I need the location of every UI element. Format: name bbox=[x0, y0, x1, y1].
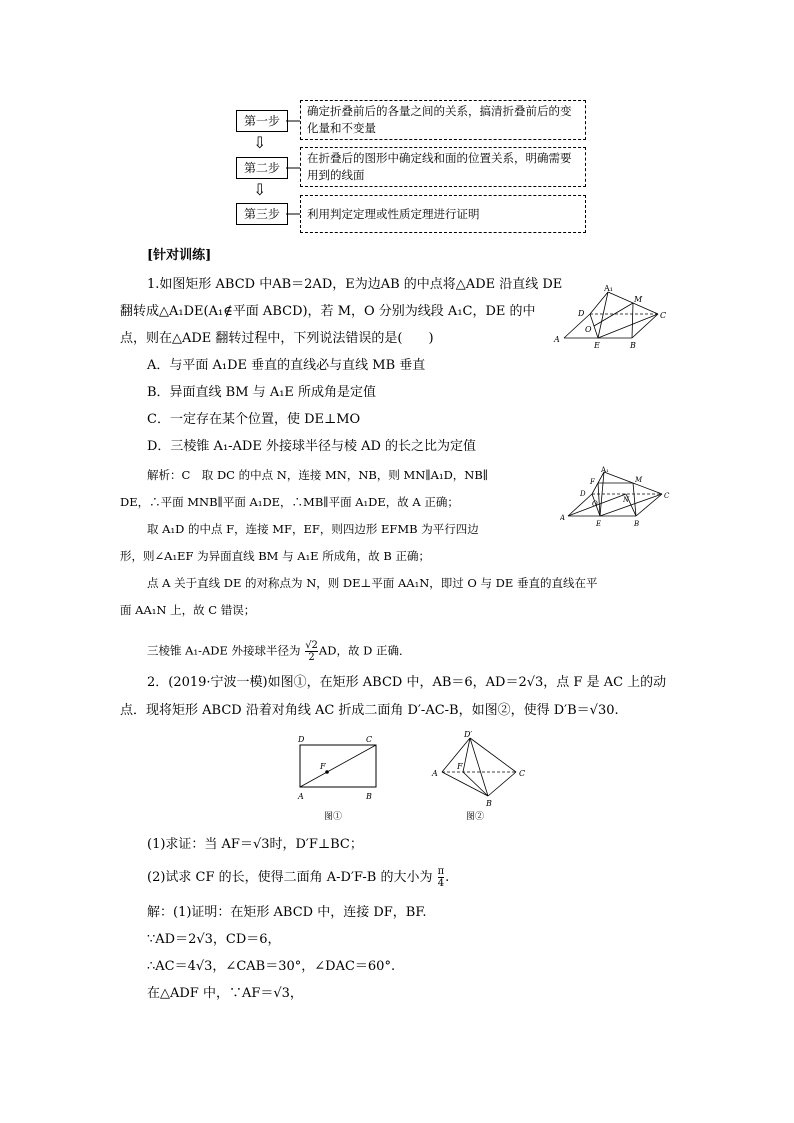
sol2-line4: 在△ADF 中，∵AF＝√3， bbox=[147, 986, 303, 1001]
f2-label-f: F bbox=[457, 762, 463, 771]
fig2-label-m: M bbox=[635, 476, 643, 484]
fig2-label-d: D bbox=[580, 490, 586, 498]
sol1-line2: DE，∴平面 MNB∥平面 A₁DE，∴MB∥平面 A₁DE，故 A 正确； bbox=[120, 495, 459, 509]
practice-heading: [针对训练] bbox=[147, 248, 212, 263]
fig1-label-a: A bbox=[554, 335, 560, 344]
f1-label-d: D bbox=[298, 735, 305, 744]
fig1-caption: 图① bbox=[324, 812, 343, 822]
fig2-caption: 图② bbox=[466, 812, 485, 822]
down-arrow-icon: ⇩ bbox=[253, 180, 267, 199]
f1-label-a: A bbox=[298, 792, 304, 801]
sol1-line7 bbox=[147, 640, 410, 663]
f1-label-c: C bbox=[366, 735, 373, 744]
q1-line1: 1.如图矩形 ABCD 中AB＝2AD，E为边AB 的中点将△ADE 沿直线 DE bbox=[147, 277, 563, 292]
fig1-label-a1: A₁ bbox=[604, 284, 613, 293]
step-2-box bbox=[236, 157, 288, 179]
step-2-desc: 在折叠后的图形中确定线和面的位置关系，明确需要用到的线面 bbox=[300, 147, 586, 187]
fraction-pi-4 bbox=[438, 866, 445, 889]
fig2-label-o: O bbox=[592, 500, 598, 508]
fig1-label-e: E bbox=[594, 341, 600, 350]
q1-option-a: A．与平面 A₁DE 垂直的直线必与直线 MB 垂直 bbox=[147, 358, 426, 373]
fig1-label-b: B bbox=[630, 341, 636, 350]
q2-figure-1 bbox=[290, 733, 390, 825]
q1-option-b: B．异面直线 BM 与 A₁E 所成角是定值 bbox=[147, 385, 377, 400]
sol1-line3: 取 A₁D 的中点 F，连接 MF，EF，则四边形 EFMB 为平行四边 bbox=[147, 522, 479, 536]
q2-part1: (1)求证：当 AF＝√3时，D′F⊥BC； bbox=[147, 837, 363, 852]
step-3-box bbox=[236, 203, 288, 225]
fig1-label-c: C bbox=[660, 311, 667, 320]
step-2-label: 第二步 bbox=[243, 161, 280, 175]
fraction-denominator: 2 bbox=[308, 652, 315, 663]
sol1-line7-end: AD，故 D 正确． bbox=[318, 643, 411, 658]
step-1-box bbox=[236, 110, 288, 132]
sol1-line4: 形，则∠A₁EF 为异面直线 BM 与 A₁E 所成角，故 B 正确； bbox=[120, 549, 430, 563]
fraction bbox=[305, 640, 318, 663]
sol1-line7-text: 三棱锥 A₁-ADE 外接球半径为 bbox=[147, 643, 301, 658]
step-3-label: 第三步 bbox=[243, 207, 280, 221]
q2-part2 bbox=[147, 866, 449, 889]
fraction-denominator: 4 bbox=[437, 878, 445, 889]
sol2-line2: ∵AD＝2√3，CD＝6， bbox=[147, 932, 281, 947]
fraction-numerator: √2 bbox=[305, 640, 318, 651]
fig1-label-m: M bbox=[634, 295, 643, 304]
q2-line1: 2．(2019·宁波一模)如图①，在矩形 ABCD 中，AB＝6，AD＝2√3，点 F 是 AC 上的动 bbox=[147, 675, 667, 690]
sol1-line6: 面 AA₁N 上，故 C 错误； bbox=[120, 603, 256, 617]
q2-part2-end: . bbox=[445, 870, 450, 885]
sol2-line1: 解：(1)证明：在矩形 ABCD 中，连接 DF，BF. bbox=[147, 905, 427, 920]
step-1-desc: 确定折叠前后的各量之间的关系，搞清折叠前后的变化量和不变量 bbox=[300, 100, 586, 140]
fig2-label-a1: A₁ bbox=[601, 466, 609, 474]
sol2-line3: ∴AC＝4√3，∠CAB＝30°，∠DAC＝60°. bbox=[147, 959, 396, 974]
q1-option-c: C．一定存在某个位置，使 DE⊥MO bbox=[147, 412, 361, 427]
fig1-label-d: D bbox=[578, 309, 585, 318]
f2-label-a: A bbox=[432, 769, 438, 778]
q2-figure-2 bbox=[430, 730, 534, 825]
fig2-label-n: N bbox=[623, 496, 630, 504]
fig2-label-b: B bbox=[634, 520, 640, 528]
fig2-label-c: C bbox=[664, 492, 670, 500]
fig1-label-o: O bbox=[585, 325, 592, 334]
sol1-line5: 点 A 关于直线 DE 的对称点为 N，则 DE⊥平面 AA₁N，即过 O 与 DE 垂直的直线在平 bbox=[147, 576, 598, 590]
q1-figure bbox=[552, 282, 672, 352]
sol1-figure bbox=[560, 466, 672, 532]
f1-label-b: B bbox=[366, 792, 372, 801]
step-3-desc: 利用判定定理或性质定理进行证明 bbox=[300, 195, 586, 233]
q2-part2-text: (2)试求 CF 的长，使得二面角 A-D′F-B 的大小为 bbox=[147, 870, 433, 885]
f2-label-b: B bbox=[486, 799, 492, 808]
step-1-label: 第一步 bbox=[243, 114, 280, 128]
q1-line3: 点，则在△ADE 翻转过程中，下列说法错误的是( ) bbox=[120, 331, 434, 346]
sol1-line1: 解析：C 取 DC 的中点 N，连接 MN，NB，则 MN∥A₁D，NB∥ bbox=[147, 468, 489, 482]
f2-label-c: C bbox=[519, 769, 526, 778]
f2-label-dp: D′ bbox=[464, 730, 473, 739]
q2-line2: 点．现将矩形 ABCD 沿着对角线 AC 折成二面角 D′-AC-B，如图②，使得 D′B＝√30. bbox=[120, 703, 619, 718]
q1-line2: 翻转成△A₁DE(A₁∉平面 ABCD)，若 M，O 分别为线段 A₁C，DE 的中 bbox=[120, 304, 536, 319]
q1-option-d: D．三棱锥 A₁-ADE 外接球半径与棱 AD 的长之比为定值 bbox=[147, 439, 477, 454]
fig2-label-e: E bbox=[596, 520, 602, 528]
fraction-numerator: π bbox=[437, 866, 445, 877]
down-arrow-icon: ⇩ bbox=[253, 133, 267, 152]
fig2-label-f: F bbox=[590, 478, 595, 486]
fig2-label-a: A bbox=[560, 514, 566, 522]
f1-label-f: F bbox=[320, 762, 326, 771]
